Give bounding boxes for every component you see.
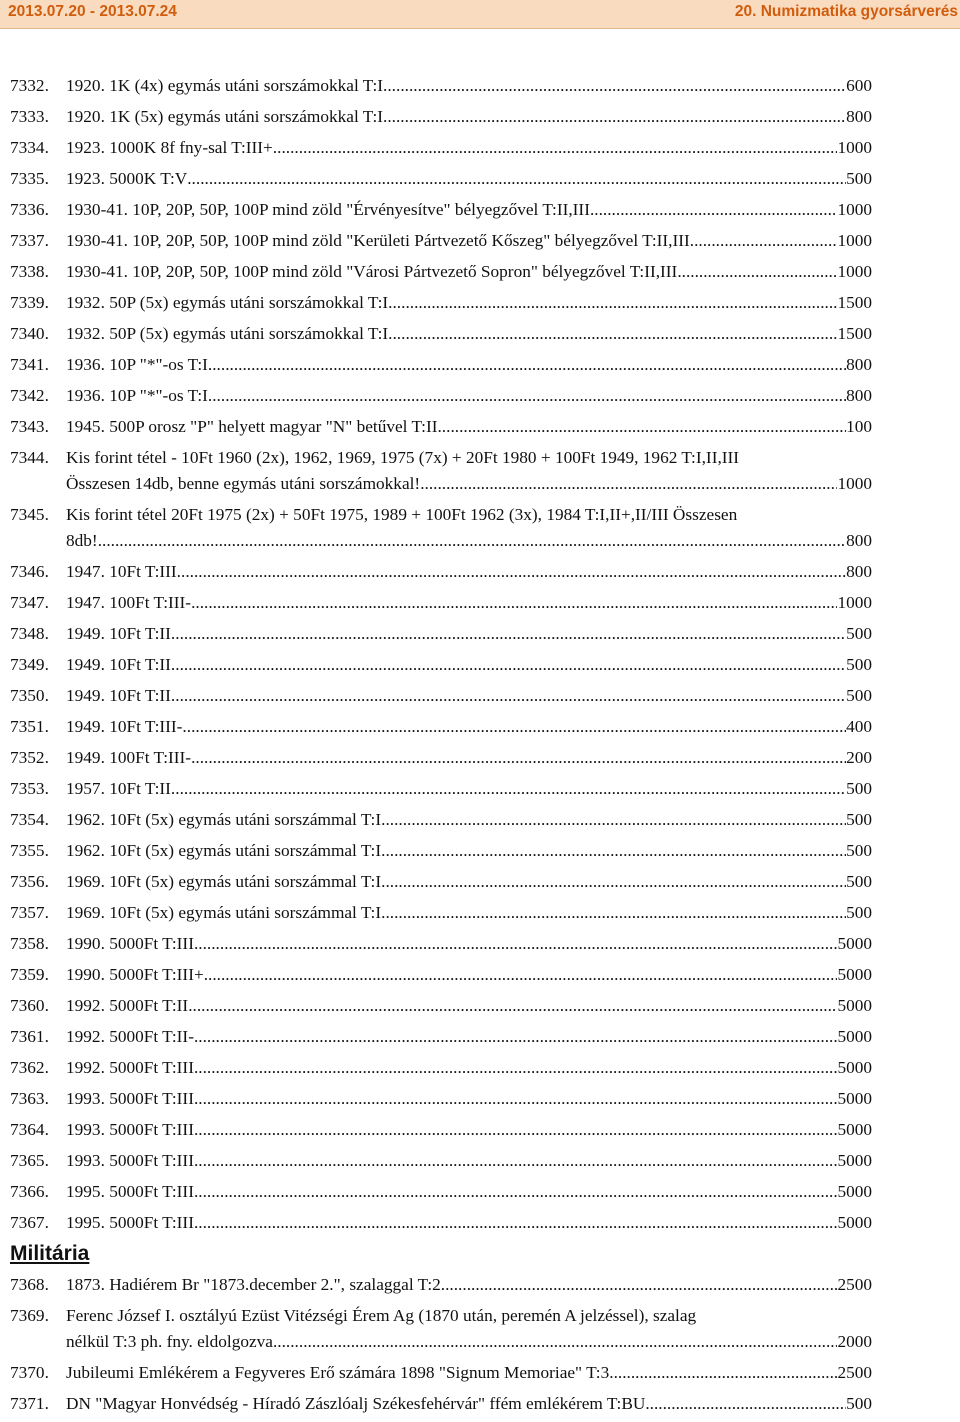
lot-description xyxy=(66,1210,872,1236)
lot-price: 1000 xyxy=(837,593,872,612)
lot-text: Összesen 14db, benne egymás utáni sorszámokkal! xyxy=(66,474,421,493)
lot-line xyxy=(66,900,872,926)
lot-text: DN "Magyar Honvédség - Híradó Zászlóalj Székesfehérvár" ffém emlékérem T:BU xyxy=(66,1394,646,1413)
lot-line xyxy=(66,807,872,833)
lot-description xyxy=(66,290,872,316)
lot-line xyxy=(66,471,872,497)
lot-number: 7352. xyxy=(10,748,49,767)
lot-entry xyxy=(10,1179,872,1205)
lot-price: 5000 xyxy=(837,1182,872,1201)
lot-line xyxy=(66,745,872,771)
lot-line xyxy=(66,1024,872,1050)
lot-price: 1000 xyxy=(837,200,872,219)
lot-line xyxy=(66,714,872,740)
lot-price: 5000 xyxy=(837,1151,872,1170)
lot-entry xyxy=(10,776,872,802)
lot-entry xyxy=(10,1210,872,1236)
lot-entry xyxy=(10,197,872,223)
lot-number: 7337. xyxy=(10,231,49,250)
lot-entry xyxy=(10,559,872,585)
lot-text: 8db! xyxy=(66,531,98,550)
lot-line xyxy=(66,1055,872,1081)
lot-entry xyxy=(10,73,872,99)
lot-line xyxy=(66,502,872,528)
lot-entry xyxy=(10,166,872,192)
lot-price: 2500 xyxy=(837,1275,872,1294)
lot-entry xyxy=(10,1391,872,1417)
lot-entry xyxy=(10,414,872,440)
lot-entry xyxy=(10,1024,872,1050)
lot-number: 7367. xyxy=(10,1213,49,1232)
lot-text: 1920. 1K (4x) egymás utáni sorszámokkal T:I xyxy=(66,76,384,95)
lot-description xyxy=(66,900,872,926)
leader-dots xyxy=(392,321,837,347)
auction-dates: 2013.07.20 - 2013.07.24 xyxy=(8,3,177,20)
leader-dots xyxy=(194,1179,837,1205)
lot-text: 1930-41. 10P, 20P, 50P, 100P mind zöld "Érvényesítve" bélyegzővel T:II,III xyxy=(66,200,590,219)
lot-text: nélkül T:3 ph. fny. eldolgozva xyxy=(66,1332,273,1351)
lot-price: 1000 xyxy=(837,262,872,281)
lot-line xyxy=(66,197,872,223)
lot-number: 7339. xyxy=(10,293,49,312)
lot-line xyxy=(66,993,872,1019)
leader-dots xyxy=(614,1360,838,1386)
lot-price: 800 xyxy=(846,531,872,550)
lot-price: 500 xyxy=(846,624,872,643)
lot-text: 1993. 5000Ft T:III xyxy=(66,1151,194,1170)
lot-description xyxy=(66,228,872,254)
lot-text: 1949. 10Ft T:II xyxy=(66,686,171,705)
lot-number: 7366. xyxy=(10,1182,49,1201)
lot-text: 1969. 10Ft (5x) egymás utáni sorszámmal T:I xyxy=(66,872,382,891)
lot-line xyxy=(66,683,872,709)
lot-description xyxy=(66,166,872,192)
lot-text: 1995. 5000Ft T:III xyxy=(66,1182,194,1201)
leader-dots xyxy=(171,621,846,647)
lot-price: 500 xyxy=(846,872,872,891)
lot-entry xyxy=(10,1055,872,1081)
lot-price: 5000 xyxy=(837,996,872,1015)
lot-description xyxy=(66,197,872,223)
lot-entry xyxy=(10,869,872,895)
lot-description xyxy=(66,445,872,497)
lot-entry xyxy=(10,1117,872,1143)
lot-text: 1992. 5000Ft T:II- xyxy=(66,1027,194,1046)
lot-number: 7357. xyxy=(10,903,49,922)
lot-text: 1969. 10Ft (5x) egymás utáni sorszámmal T:I xyxy=(66,903,382,922)
lot-entry xyxy=(10,621,872,647)
leader-dots xyxy=(194,1117,837,1143)
leader-dots xyxy=(204,962,838,988)
lot-description xyxy=(66,621,872,647)
lot-text: 1992. 5000Ft T:II xyxy=(66,996,189,1015)
leader-dots xyxy=(191,590,837,616)
lot-description xyxy=(66,259,872,285)
lot-list xyxy=(10,73,872,1422)
lot-description xyxy=(66,1360,872,1386)
lot-text: 1962. 10Ft (5x) egymás utáni sorszámmal T:I xyxy=(66,841,382,860)
lot-number: 7358. xyxy=(10,934,49,953)
lot-description xyxy=(66,502,872,554)
leader-dots xyxy=(208,383,846,409)
lot-entry xyxy=(10,290,872,316)
lot-number: 7353. xyxy=(10,779,49,798)
lot-description xyxy=(66,838,872,864)
lot-line xyxy=(66,104,872,130)
lot-description xyxy=(66,1148,872,1174)
lot-line xyxy=(66,931,872,957)
lot-line xyxy=(66,1360,872,1386)
lot-price: 400 xyxy=(846,717,872,736)
lot-line xyxy=(66,528,872,554)
lot-number: 7363. xyxy=(10,1089,49,1108)
lot-line xyxy=(66,321,872,347)
lot-text: 1993. 5000Ft T:III xyxy=(66,1120,194,1139)
lot-text: Ferenc József I. osztályú Ezüst Vitézségi Érem Ag (1870 után, peremén A jelzéssel), szalag xyxy=(66,1306,697,1325)
lot-text: 1936. 10P "*"-os T:I xyxy=(66,386,208,405)
lot-line xyxy=(66,228,872,254)
lot-line xyxy=(66,352,872,378)
leader-dots xyxy=(194,1055,837,1081)
lot-line xyxy=(66,559,872,585)
lot-price: 800 xyxy=(846,107,872,126)
lot-number: 7351. xyxy=(10,717,49,736)
lot-entry xyxy=(10,321,872,347)
lot-price: 500 xyxy=(846,810,872,829)
lot-entry xyxy=(10,683,872,709)
lot-number: 7369. xyxy=(10,1306,49,1325)
lot-text: Kis forint tétel - 10Ft 1960 (2x), 1962, 1969, 1975 (7x) + 20Ft 1980 + 100Ft 1949, 1962 T:I,II,III xyxy=(66,448,740,467)
lot-description xyxy=(66,414,872,440)
lot-entry xyxy=(10,1303,872,1355)
lot-number: 7342. xyxy=(10,386,49,405)
lot-entry xyxy=(10,445,872,497)
lot-line xyxy=(66,414,872,440)
lot-entry xyxy=(10,900,872,926)
lot-line xyxy=(66,776,872,802)
lot-number: 7341. xyxy=(10,355,49,374)
lot-number: 7348. xyxy=(10,624,49,643)
lot-text: 1949. 10Ft T:II xyxy=(66,655,171,674)
lot-price: 2000 xyxy=(837,1332,872,1351)
lot-description xyxy=(66,383,872,409)
lot-description xyxy=(66,745,872,771)
lot-text: 1923. 5000K T:V xyxy=(66,169,188,188)
leader-dots xyxy=(194,1210,837,1236)
lot-price: 200 xyxy=(846,748,872,767)
lot-text: 1930-41. 10P, 20P, 50P, 100P mind zöld "Kerületi Pártvezető Kőszeg" bélyegzővel T:II,III xyxy=(66,231,690,250)
lot-price: 5000 xyxy=(837,1058,872,1077)
lot-description xyxy=(66,590,872,616)
lot-line xyxy=(66,135,872,161)
lot-number: 7362. xyxy=(10,1058,49,1077)
leader-dots xyxy=(182,714,846,740)
lot-line xyxy=(66,838,872,864)
lot-price: 5000 xyxy=(837,934,872,953)
lot-text: 1873. Hadiérem Br "1873.december 2.", szalaggal T:2. xyxy=(66,1275,446,1294)
lot-number: 7338. xyxy=(10,262,49,281)
lot-number: 7371. xyxy=(10,1394,49,1413)
lot-entry xyxy=(10,745,872,771)
lot-text: 1932. 50P (5x) egymás utáni sorszámokkal T:I. xyxy=(66,324,393,343)
lot-number: 7365. xyxy=(10,1151,49,1170)
lot-number: 7360. xyxy=(10,996,49,1015)
lot-number: 7364. xyxy=(10,1120,49,1139)
leader-dots xyxy=(437,414,846,440)
lot-number: 7340. xyxy=(10,324,49,343)
lot-line xyxy=(66,1391,872,1417)
lot-entry xyxy=(10,228,872,254)
leader-dots xyxy=(171,652,846,678)
lot-number: 7359. xyxy=(10,965,49,984)
lot-line xyxy=(66,73,872,99)
lot-price: 100 xyxy=(846,417,872,436)
lot-number: 7350. xyxy=(10,686,49,705)
leader-dots xyxy=(381,838,846,864)
lot-description xyxy=(66,1024,872,1050)
lot-price: 600 xyxy=(846,76,872,95)
lot-description xyxy=(66,1055,872,1081)
lot-line xyxy=(66,1179,872,1205)
lot-entry xyxy=(10,838,872,864)
leader-dots xyxy=(273,1329,837,1355)
lot-text: 1945. 500P orosz "P" helyett magyar "N" betűvel T:II xyxy=(66,417,438,436)
lot-text: 1949. 10Ft T:II xyxy=(66,624,171,643)
lot-number: 7336. xyxy=(10,200,49,219)
leader-dots xyxy=(187,166,846,192)
leader-dots xyxy=(191,745,846,771)
lot-line xyxy=(66,259,872,285)
lot-description xyxy=(66,931,872,957)
lot-text: 1993. 5000Ft T:III xyxy=(66,1089,194,1108)
leader-dots xyxy=(171,683,846,709)
leader-dots xyxy=(690,228,838,254)
lot-price: 500 xyxy=(846,655,872,674)
lot-entry xyxy=(10,1360,872,1386)
lot-price: 500 xyxy=(846,686,872,705)
lot-number: 7355. xyxy=(10,841,49,860)
lot-text: 1947. 100Ft T:III- xyxy=(66,593,192,612)
lot-entry xyxy=(10,352,872,378)
lot-price: 1500 xyxy=(837,293,872,312)
lot-number: 7333. xyxy=(10,107,49,126)
lot-list-militaria xyxy=(10,1272,872,1417)
lot-description xyxy=(66,352,872,378)
lot-text: 1932. 50P (5x) egymás utáni sorszámokkal T:I xyxy=(66,293,389,312)
lot-line xyxy=(66,962,872,988)
lot-number: 7346. xyxy=(10,562,49,581)
lot-line xyxy=(66,290,872,316)
leader-dots xyxy=(381,869,846,895)
lot-price: 5000 xyxy=(837,1089,872,1108)
lot-price: 2500 xyxy=(837,1363,872,1382)
lot-line xyxy=(66,383,872,409)
lot-price: 5000 xyxy=(837,1213,872,1232)
lot-line xyxy=(66,1210,872,1236)
lot-description xyxy=(66,321,872,347)
leader-dots xyxy=(381,807,846,833)
lot-entry xyxy=(10,1148,872,1174)
lot-description xyxy=(66,1272,872,1298)
lot-number: 7343. xyxy=(10,417,49,436)
lot-line xyxy=(66,445,872,471)
lot-line xyxy=(66,1086,872,1112)
lot-line xyxy=(66,869,872,895)
lot-price: 5000 xyxy=(837,1027,872,1046)
lot-entry xyxy=(10,807,872,833)
lot-number: 7354. xyxy=(10,810,49,829)
lot-price: 1000 xyxy=(837,231,872,250)
lot-price: 1500 xyxy=(837,324,872,343)
lot-text: 1957. 10Ft T:II xyxy=(66,779,171,798)
lot-line xyxy=(66,590,872,616)
lot-description xyxy=(66,683,872,709)
lot-list-banknotes xyxy=(10,73,872,1236)
lot-text: 1962. 10Ft (5x) egymás utáni sorszámmal T:I xyxy=(66,810,382,829)
leader-dots xyxy=(98,528,846,554)
lot-entry xyxy=(10,259,872,285)
lot-description xyxy=(66,135,872,161)
lot-description xyxy=(66,807,872,833)
lot-price: 500 xyxy=(846,841,872,860)
leader-dots xyxy=(194,1024,837,1050)
leader-dots xyxy=(388,290,837,316)
lot-entry xyxy=(10,502,872,554)
lot-price: 1000 xyxy=(837,474,872,493)
lot-text: 1923. 1000K 8f fny-sal T:III+ xyxy=(66,138,273,157)
leader-dots xyxy=(177,559,846,585)
lot-description xyxy=(66,714,872,740)
lot-line xyxy=(66,1148,872,1174)
lot-number: 7356. xyxy=(10,872,49,891)
lot-price: 5000 xyxy=(837,965,872,984)
lot-price: 800 xyxy=(846,386,872,405)
leader-dots xyxy=(590,197,837,223)
lot-entry xyxy=(10,652,872,678)
lot-entry xyxy=(10,135,872,161)
lot-text: 1949. 10Ft T:III- xyxy=(66,717,183,736)
lot-description xyxy=(66,1391,872,1417)
lot-price: 500 xyxy=(846,169,872,188)
lot-number: 7335. xyxy=(10,169,49,188)
lot-description xyxy=(66,1179,872,1205)
lot-number: 7345. xyxy=(10,505,49,524)
lot-text: Kis forint tétel 20Ft 1975 (2x) + 50Ft 1975, 1989 + 100Ft 1962 (3x), 1984 T:I,II+,II/III Összesen xyxy=(66,505,738,524)
lot-description xyxy=(66,962,872,988)
lot-line xyxy=(66,621,872,647)
page-header xyxy=(0,0,960,29)
lot-description xyxy=(66,73,872,99)
lot-price: 800 xyxy=(846,562,872,581)
lot-number: 7368. xyxy=(10,1275,49,1294)
lot-entry xyxy=(10,590,872,616)
lot-line xyxy=(66,1272,872,1298)
lot-description xyxy=(66,869,872,895)
lot-entry xyxy=(10,1086,872,1112)
lot-description xyxy=(66,104,872,130)
lot-price: 1000 xyxy=(837,138,872,157)
lot-price: 500 xyxy=(846,903,872,922)
leader-dots xyxy=(445,1272,837,1298)
lot-number: 7361. xyxy=(10,1027,49,1046)
leader-dots xyxy=(273,135,838,161)
lot-description xyxy=(66,993,872,1019)
lot-number: 7349. xyxy=(10,655,49,674)
leader-dots xyxy=(420,471,837,497)
leader-dots xyxy=(194,1148,837,1174)
leader-dots xyxy=(188,993,837,1019)
auction-title: 20. Numizmatika gyorsárverés xyxy=(734,3,958,20)
lot-description xyxy=(66,652,872,678)
lot-text: Jubileumi Emlékérem a Fegyveres Erő számára 1898 "Signum Memoriae" T:3. xyxy=(66,1363,614,1382)
leader-dots xyxy=(677,259,837,285)
lot-price: 500 xyxy=(846,779,872,798)
lot-text: 1920. 1K (5x) egymás utáni sorszámokkal T:I. xyxy=(66,107,388,126)
leader-dots xyxy=(387,104,846,130)
lot-price: 5000 xyxy=(837,1120,872,1139)
lot-line xyxy=(66,1117,872,1143)
lot-entry xyxy=(10,931,872,957)
lot-text: 1936. 10P "*"-os T:I xyxy=(66,355,208,374)
lot-description xyxy=(66,1303,872,1355)
leader-dots xyxy=(645,1391,846,1417)
lot-number: 7344. xyxy=(10,448,49,467)
lot-description xyxy=(66,559,872,585)
lot-description xyxy=(66,1117,872,1143)
lot-price: 800 xyxy=(846,355,872,374)
leader-dots xyxy=(194,931,837,957)
lot-text: 1947. 10Ft T:III xyxy=(66,562,177,581)
lot-text: 1990. 5000Ft T:III+ xyxy=(66,965,204,984)
lot-entry xyxy=(10,1272,872,1298)
lot-text: 1930-41. 10P, 20P, 50P, 100P mind zöld "Városi Pártvezető Sopron" bélyegzővel T:II,III xyxy=(66,262,678,281)
leader-dots xyxy=(171,776,846,802)
lot-entry xyxy=(10,383,872,409)
leader-dots xyxy=(381,900,846,926)
lot-number: 7370. xyxy=(10,1363,49,1382)
lot-number: 7334. xyxy=(10,138,49,157)
lot-entry xyxy=(10,962,872,988)
lot-text: 1949. 100Ft T:III- xyxy=(66,748,192,767)
lot-number: 7332. xyxy=(10,76,49,95)
lot-entry xyxy=(10,104,872,130)
lot-text: 1995. 5000Ft T:III xyxy=(66,1213,194,1232)
lot-price: 500 xyxy=(846,1394,872,1413)
lot-entry xyxy=(10,993,872,1019)
leader-dots xyxy=(383,73,846,99)
lot-line xyxy=(66,652,872,678)
lot-line xyxy=(66,1303,872,1329)
leader-dots xyxy=(194,1086,837,1112)
lot-description xyxy=(66,1086,872,1112)
lot-text: 1992. 5000Ft T:III xyxy=(66,1058,194,1077)
leader-dots xyxy=(208,352,846,378)
lot-number: 7347. xyxy=(10,593,49,612)
lot-line xyxy=(66,166,872,192)
lot-text: 1990. 5000Ft T:III xyxy=(66,934,194,953)
lot-description xyxy=(66,776,872,802)
section-title-militaria: Militária xyxy=(10,1242,90,1265)
lot-line xyxy=(66,1329,872,1355)
lot-entry xyxy=(10,714,872,740)
